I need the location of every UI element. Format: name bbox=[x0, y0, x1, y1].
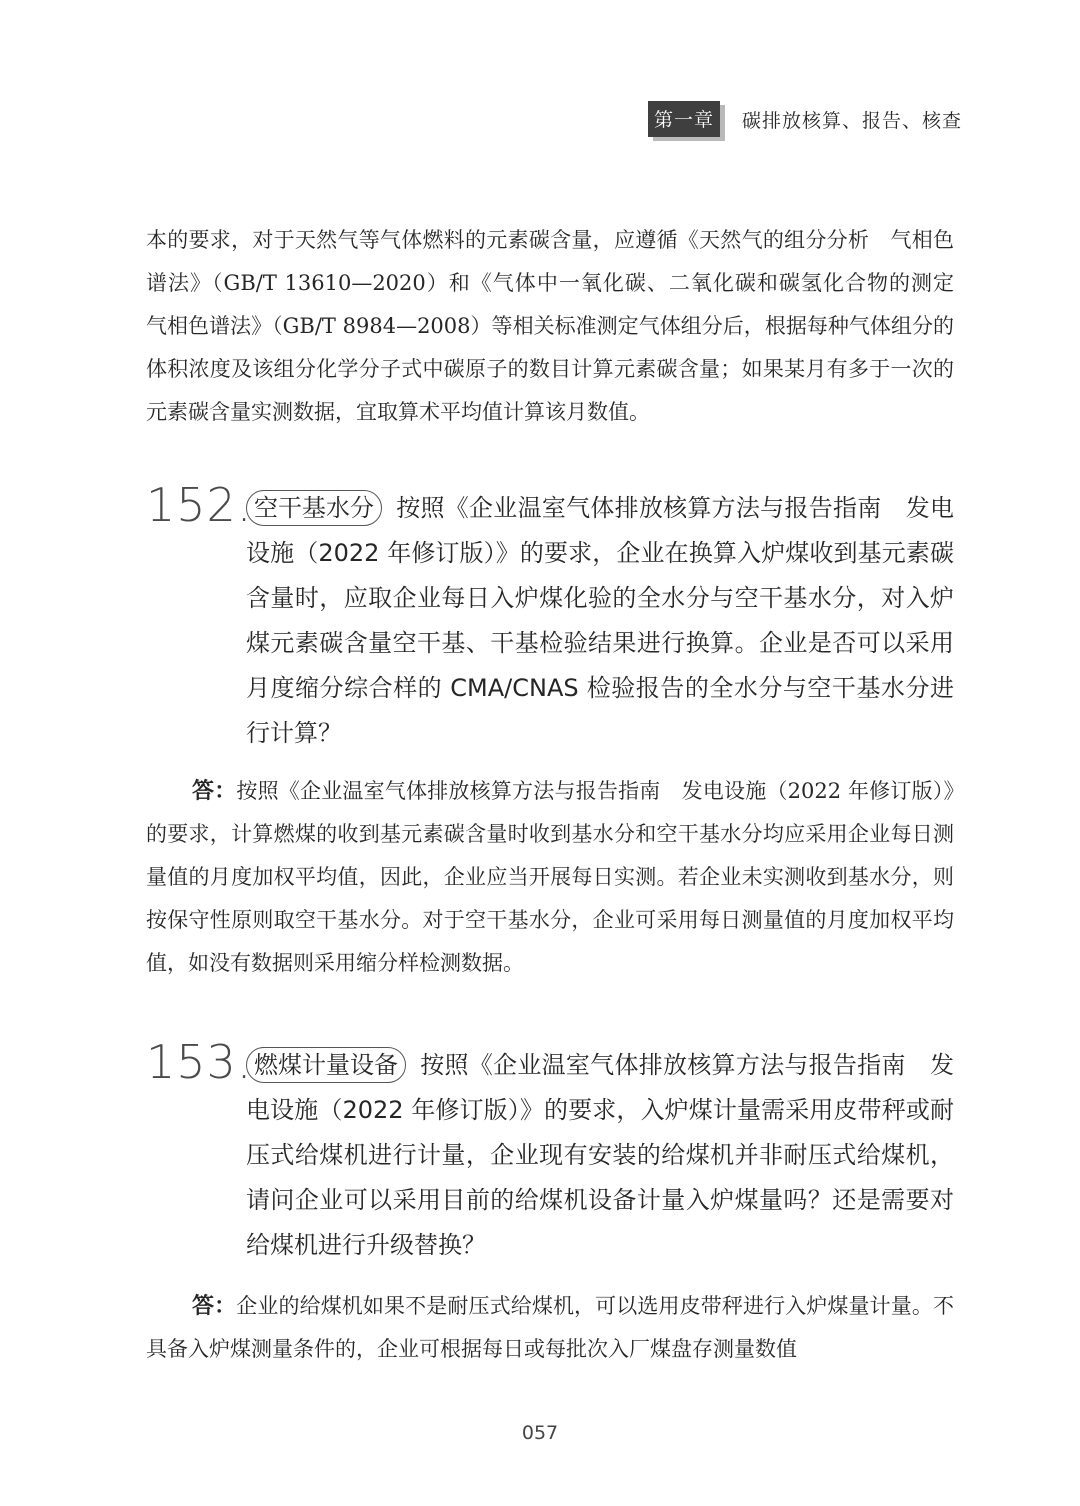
question-tag: 燃煤计量设备 bbox=[246, 1047, 406, 1083]
running-header bbox=[648, 101, 962, 137]
chapter-label: 第一章 bbox=[648, 101, 720, 137]
answer-153 bbox=[146, 1285, 954, 1371]
answer-152 bbox=[146, 770, 954, 985]
intro-paragraph: 本的要求，对于天然气等气体燃料的元素碳含量，应遵循《天然气的组分分析 气相色谱法》（GB/T 13610—2020）和《气体中一氧化碳、二氧化碳和碳氢化合物的测定 气相色谱法》（GB/T 8984—2008）等相关标准测定气体组分后，根据每种气体组分的体积浓度及该组分化学分子式中碳原子的数目计算元素碳含量；如果某月有多于一次的元素碳含量实测数据，宜取算术平均值计算该月数值。 bbox=[146, 228, 975, 424]
answer-text: 企业的给煤机如果不是耐压式给煤机，可以选用皮带秤进行入炉煤量计量。不具备入炉煤测量条件的，企业可根据每日或每批次入厂煤盘存测量数值 bbox=[146, 1294, 954, 1361]
chapter-title: 碳排放核算、报告、核查 bbox=[742, 109, 963, 132]
page-number: 057 bbox=[521, 1422, 559, 1444]
answer-label: 答： bbox=[192, 1294, 237, 1319]
question-tag: 空干基水分 bbox=[246, 490, 382, 526]
question-text: 按照《企业温室气体排放核算方法与报告指南 发电设施（2022 年修订版）》的要求，入炉煤计量需采用皮带秤或耐压式给煤机进行计量，企业现有安装的给煤机并非耐压式给煤机，请问企业可以采用目前的给煤机设备计量入炉煤量吗？还是需要对给煤机进行升级替换？ bbox=[246, 1051, 954, 1259]
question-number: 152. bbox=[146, 478, 253, 532]
question-body bbox=[246, 1043, 954, 1268]
question-body bbox=[246, 486, 954, 756]
question-text: 按照《企业温室气体排放核算方法与报告指南 发电设施（2022 年修订版）》的要求，企业在换算入炉煤收到基元素碳含量时，应取企业每日入炉煤化验的全水分与空干基水分，对入炉煤元素碳含量空干基、干基检验结果进行换算。企业是否可以采用月度缩分综合样的 CMA/CNAS 检验报告的全水分与空干基水分进行计算？ bbox=[246, 494, 954, 747]
answer-text: 按照《企业温室气体排放核算方法与报告指南 发电设施（2022 年修订版）》的要求，计算燃煤的收到基元素碳含量时收到基水分和空干基水分均应采用企业每日测量值的月度加权平均值，因此，企业应当开展每日实测。若企业未实测收到基水分，则按保守性原则取空干基水分。对于空干基水分，企业可采用每日测量值的月度加权平均值，如没有数据则采用缩分样检测数据。 bbox=[146, 779, 954, 975]
question-number: 153. bbox=[146, 1035, 253, 1089]
answer-label: 答： bbox=[192, 779, 237, 804]
